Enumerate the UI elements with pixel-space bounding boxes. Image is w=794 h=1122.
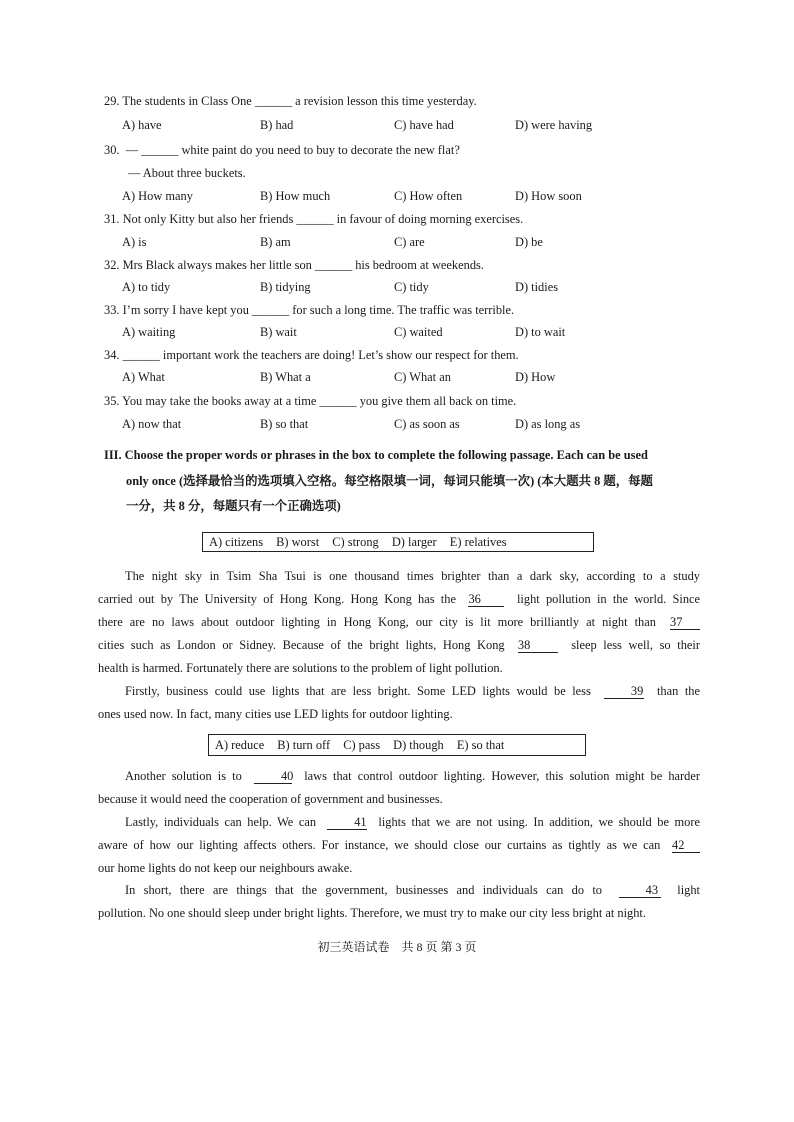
option-d: D) to wait <box>515 325 566 339</box>
blank-38[interactable]: 38 <box>518 638 558 653</box>
question-stem: 32. Mrs Black always makes her little son ______ his bedroom at weekends. <box>104 258 484 272</box>
passage-line: our home lights do not keep our neighbours awake. <box>98 861 353 875</box>
option-c: C) as soon as <box>394 417 460 431</box>
word-option: C) pass <box>343 738 381 752</box>
passage-paragraph-2 <box>98 680 700 726</box>
option-a: A) How many <box>122 189 193 203</box>
passage-line: Firstly, business could use lights that are less bright. Some LED lights would be less 39 than the <box>125 684 700 698</box>
blank-40[interactable]: 40 <box>254 769 292 784</box>
passage-paragraph-4 <box>98 811 700 880</box>
option-a: A) What <box>122 370 165 384</box>
option-c: C) How often <box>394 189 463 203</box>
passage-line: cities such as London or Sidney. Because of the bright lights, Hong Kong 38 sleep less well, so their <box>98 638 700 652</box>
option-b: B) How much <box>260 189 331 203</box>
word-option: A) reduce <box>215 738 265 752</box>
option-c: C) What an <box>394 370 451 384</box>
question-stem: 35. You may take the books away at a time ______ you give them all back on time. <box>104 394 517 408</box>
option-a: A) is <box>122 235 147 249</box>
option-a: A) to tidy <box>122 280 171 294</box>
option-b: B) am <box>260 235 291 249</box>
word-option: E) so that <box>456 738 505 752</box>
question-stem-reply: — About three buckets. <box>128 166 246 180</box>
word-box-2 <box>208 734 586 756</box>
blank-42[interactable]: 42 <box>672 838 700 853</box>
word-box-1 <box>202 532 594 552</box>
passage-line: because it would need the cooperation of government and businesses. <box>98 792 443 806</box>
word-option: D) larger <box>391 535 437 549</box>
option-d: D) How <box>515 370 556 384</box>
option-c: C) tidy <box>394 280 429 294</box>
passage-line: The night sky in Tsim Sha Tsui is one thousand times brighter than a dark sky, according to a study <box>125 569 700 583</box>
blank-41[interactable]: 41 <box>327 815 367 830</box>
section-heading-line2: only once (选择最恰当的选项填入空格。每空格限填一词，每词只能填一次) (本大题共 8 题，每题 <box>126 474 653 488</box>
option-b: B) tidying <box>260 280 311 294</box>
option-d: D) How soon <box>515 189 582 203</box>
passage-line: there are no laws about outdoor lighting in Hong Kong, our city is lit more brilliantly at night than 37 <box>98 611 700 634</box>
option-d: D) were having <box>515 118 593 132</box>
passage-line: In short, there are things that the government, businesses and individuals can do to 43 light <box>125 883 700 897</box>
passage-line: aware of how our lighting affects others. For instance, we should close our curtains as tightly as we can 42 <box>98 834 700 857</box>
passage-line: Lastly, individuals can help. We can 41 lights that we are not using. In addition, we should be more <box>125 815 700 829</box>
word-option: C) strong <box>332 535 379 549</box>
question-stem: 29. The students in Class One ______ a revision lesson this time yesterday. <box>104 94 477 108</box>
option-c: C) have had <box>394 118 454 132</box>
option-d: D) be <box>515 235 543 249</box>
blank-36[interactable]: 36 <box>468 592 504 607</box>
word-option: E) relatives <box>449 535 507 549</box>
option-a: A) have <box>122 118 162 132</box>
passage-line: carried out by The University of Hong Kong. Hong Kong has the 36 light pollution in the world. Since <box>98 592 701 606</box>
passage-paragraph-1 <box>98 565 700 680</box>
option-d: D) as long as <box>515 417 581 431</box>
passage-line: health is harmed. Fortunately there are solutions to the problem of light pollution. <box>98 661 503 675</box>
option-b: B) wait <box>260 325 297 339</box>
word-option: D) though <box>393 738 444 752</box>
word-option: A) citizens <box>209 535 264 549</box>
passage-line: Another solution is to 40 laws that control outdoor lighting. However, this solution might be harder <box>125 769 700 783</box>
question-stem: 34. ______ important work the teachers are doing! Let’s show our respect for them. <box>104 348 519 362</box>
question-stem: 31. Not only Kitty but also her friends ______ in favour of doing morning exercises. <box>104 212 524 226</box>
question-stem: 33. I’m sorry I have kept you ______ for such a long time. The traffic was terrible. <box>104 303 515 317</box>
blank-43[interactable]: 43 <box>619 883 661 898</box>
passage-line: ones used now. In fact, many cities use LED lights for outdoor lighting. <box>98 707 453 721</box>
option-a: A) now that <box>122 417 182 431</box>
option-b: B) had <box>260 118 294 132</box>
word-option: B) turn off <box>277 738 331 752</box>
option-c: C) are <box>394 235 425 249</box>
option-d: D) tidies <box>515 280 559 294</box>
word-option: B) worst <box>276 535 320 549</box>
blank-37[interactable]: 37 <box>670 615 700 630</box>
option-a: A) waiting <box>122 325 176 339</box>
passage-line: pollution. No one should sleep under bright lights. Therefore, we must try to make our city less bright at night. <box>98 906 646 920</box>
passage-paragraph-3 <box>98 765 700 811</box>
page-footer: 初三英语试卷 共 8 页 第 3 页 <box>317 940 477 954</box>
option-c: C) waited <box>394 325 443 339</box>
option-b: B) so that <box>260 417 309 431</box>
passage-paragraph-5 <box>98 879 700 925</box>
option-b: B) What a <box>260 370 311 384</box>
blank-39[interactable]: 39 <box>604 684 644 699</box>
section-heading: III. Choose the proper words or phrases in the box to complete the following passage. Each can be used <box>104 448 648 462</box>
section-heading-line3: 一分，共 8 分，每题只有一个正确选项) <box>126 499 341 513</box>
question-stem: 30. — ______ white paint do you need to buy to decorate the new flat? <box>104 143 460 157</box>
